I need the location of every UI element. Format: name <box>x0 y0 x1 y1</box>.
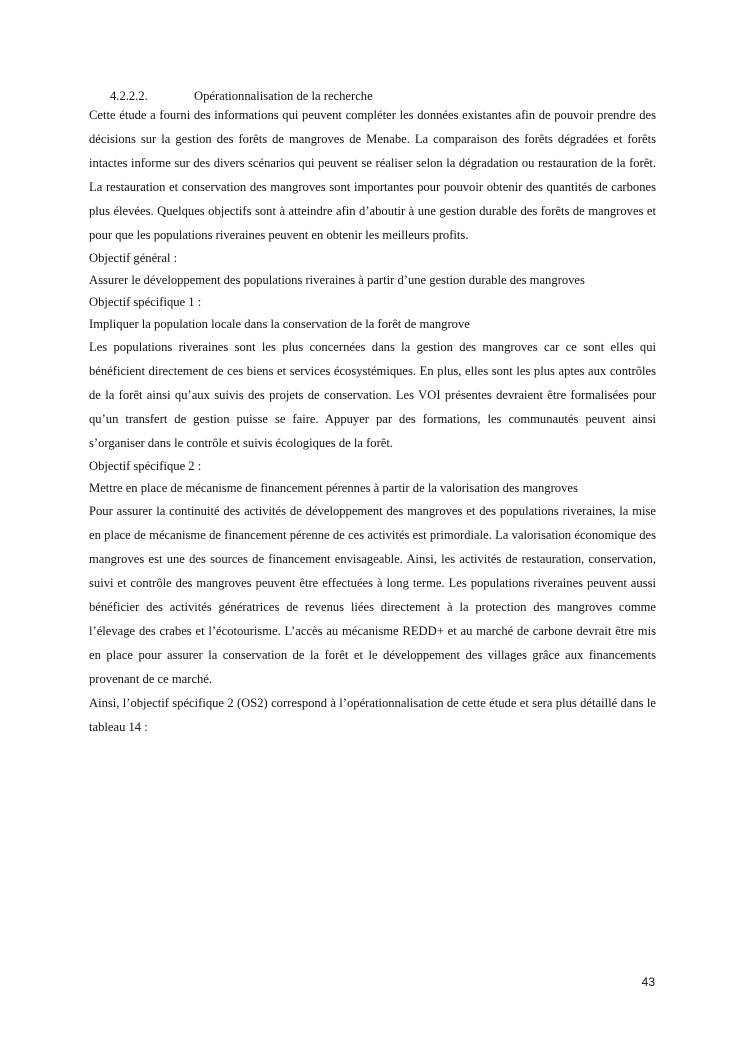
specific-objective-1-paragraph: Les populations riveraines sont les plus concernées dans la gestion des mangroves car ce sont elles qui bénéficient directement de ces biens et services écosystémiques. En plus, elles sont les plus aptes aux contrôles de la forêt ainsi qu’aux suivis des projets de conservation. Les VOI présentes devraient être formalisées pour qu’un transfert de gestion puisse se faire. Appuyer par des formations, les communautés peuvent ainsi s’organiser dans le contrôle et suivis écologiques de la forêt. <box>89 340 656 450</box>
specific-objective-2-text: Mettre en place de mécanisme de financement pérennes à partir de la valorisation des mangroves <box>89 481 578 495</box>
general-objective-text: Assurer le développement des populations riveraines à partir d’une gestion durable des mangroves <box>89 273 585 287</box>
specific-objective-1-label: Objectif spécifique 1 : <box>89 295 202 309</box>
general-objective-label: Objectif général : <box>89 251 178 265</box>
section-number: 4.2.2.2. <box>110 89 148 103</box>
section-title: Opérationnalisation de la recherche <box>194 89 373 103</box>
page-number: 43 <box>641 975 655 989</box>
body-text <box>89 103 656 739</box>
conclusion-paragraph: Ainsi, l’objectif spécifique 2 (OS2) correspond à l’opérationnalisation de cette étude et sera plus détaillé dans le tableau 14 : <box>89 696 656 734</box>
section-heading <box>110 88 373 104</box>
specific-objective-2-label: Objectif spécifique 2 : <box>89 459 202 473</box>
intro-paragraph: Cette étude a fourni des informations qui peuvent compléter les données existantes afin de pouvoir prendre des décisions sur la gestion des forêts de mangroves de Menabe. La comparaison des forêts dégradées et forêts intactes informe sur des divers scénarios qui peuvent se réaliser selon la dégradation ou restauration de la forêt. La restauration et conservation des mangroves sont importantes pour pouvoir obtenir des quantités de carbones plus élevées. Quelques objectifs sont à atteindre afin d’aboutir à une gestion durable des forêts de mangroves et pour que les populations riveraines peuvent en obtenir les meilleurs profits. <box>89 108 656 242</box>
specific-objective-1-text: Impliquer la population locale dans la conservation de la forêt de mangrove <box>89 317 470 331</box>
specific-objective-2-paragraph: Pour assurer la continuité des activités de développement des mangroves et des populations riveraines, la mise en place de mécanisme de financement pérenne de ces activités est primordiale. La valorisation économique des mangroves est une des sources de financement envisageable. Ainsi, les activités de restauration, conservation, suivi et contrôle des mangroves peuvent être effectuées à long terme. Les populations riveraines peuvent aussi bénéficier des activités génératrices de revenus liées directement à la protection des mangroves comme l’élevage des crabes et l’écotourisme. L’accès au mécanisme REDD+ et au marché de carbone devrait être mis en place pour assurer la conservation de la forêt et le développement des villages grâce aux financements provenant de ce marché. <box>89 504 656 686</box>
